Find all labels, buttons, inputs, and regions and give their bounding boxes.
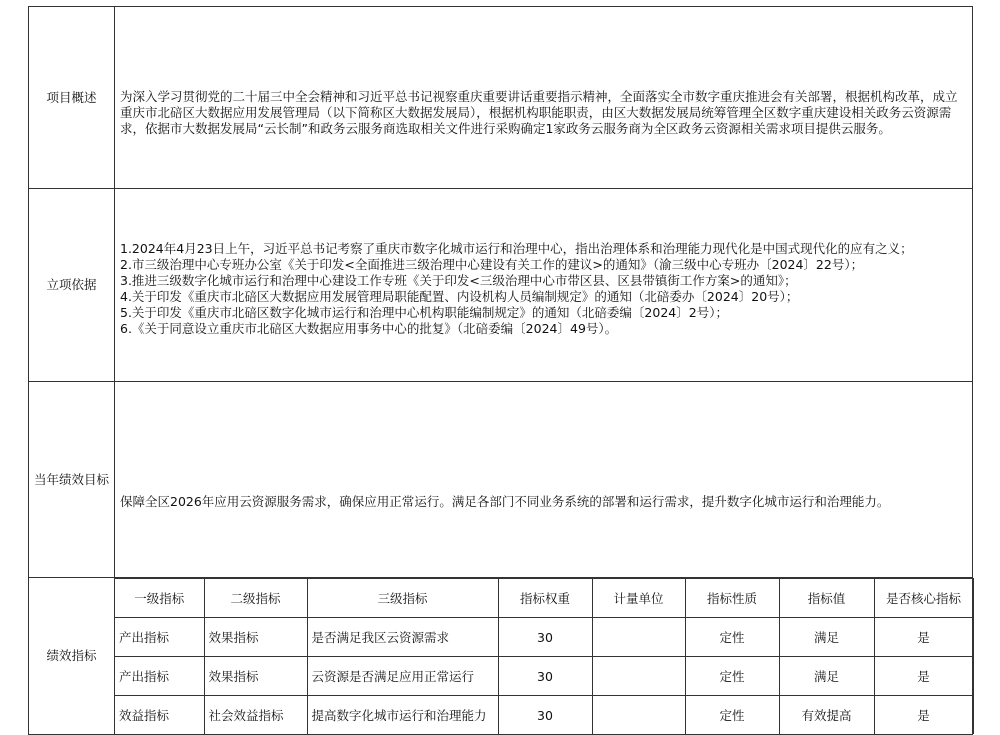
cell-value: 满足 xyxy=(779,657,874,696)
header-value: 指标值 xyxy=(779,579,874,618)
header-unit: 计量单位 xyxy=(592,579,685,618)
cell-weight: 30 xyxy=(498,696,592,735)
cell-core: 是 xyxy=(874,657,973,696)
basis-label: 立项依据 xyxy=(29,189,115,382)
table-row xyxy=(115,696,973,735)
cell-value: 有效提高 xyxy=(779,696,874,735)
basis-item-6: 6.《关于同意设立重庆市北碚区大数据应用事务中心的批复》（北碚委编〔2024〕49号）。 xyxy=(120,321,618,336)
basis-item-1: 1.2024年4月23日上午，习近平总书记考察了重庆市数字化城市运行和治理中心，指出治理体系和治理能力现代化是中国式现代化的应有之义； xyxy=(120,241,913,256)
cell-unit xyxy=(592,618,685,657)
performance-label: 绩效指标 xyxy=(29,578,115,735)
header-level2: 二级指标 xyxy=(204,579,307,618)
goal-text xyxy=(115,382,973,578)
goal-label: 当年绩效目标 xyxy=(29,382,115,578)
overview-text xyxy=(115,7,973,189)
performance-table-sheet xyxy=(28,6,972,723)
basis-item-4: 4.关于印发《重庆市北碚区大数据应用发展管理局职能配置、内设机构人员编制规定》的通知（北碚委办〔2024〕20号）； xyxy=(120,289,799,304)
cell-weight: 30 xyxy=(498,657,592,696)
goal-row xyxy=(29,382,973,578)
cell-level2: 效果指标 xyxy=(204,657,307,696)
cell-unit xyxy=(592,657,685,696)
cell-level3: 提高数字化城市运行和治理能力 xyxy=(307,696,498,735)
cell-level1: 产出指标 xyxy=(115,618,204,657)
cell-core: 是 xyxy=(874,696,973,735)
overview-label: 项目概述 xyxy=(29,7,115,189)
project-table xyxy=(28,6,973,735)
basis-list xyxy=(115,189,973,382)
cell-nature: 定性 xyxy=(685,696,779,735)
header-level1: 一级指标 xyxy=(115,579,204,618)
table-row xyxy=(115,618,973,657)
cell-level2: 社会效益指标 xyxy=(204,696,307,735)
cell-level2: 效果指标 xyxy=(204,618,307,657)
cell-level3: 是否满足我区云资源需求 xyxy=(307,618,498,657)
cell-level1: 产出指标 xyxy=(115,657,204,696)
cell-core: 是 xyxy=(874,618,973,657)
header-core: 是否核心指标 xyxy=(874,579,973,618)
header-nature: 指标性质 xyxy=(685,579,779,618)
header-weight: 指标权重 xyxy=(498,579,592,618)
cell-weight: 30 xyxy=(498,618,592,657)
performance-indicators xyxy=(115,578,973,735)
overview-paragraph: 为深入学习贯彻党的二十届三中全会精神和习近平总书记视察重庆重要讲话重要指示精神，全面落实全市数字重庆推进会有关部署，根据机构改革，成立重庆市北碚区大数据应用发展管理局（以下简称区大数据发展局），根据机构职能职责，由区大数据发展局统筹管理全区数字重庆建设相关政务云资源需求，依据市大数据发展局“云长制”和政务云服务商选取相关文件进行采购确定1家政务云服务商为全区政务云资源相关需求项目提供云服务。 xyxy=(120,88,958,136)
cell-unit xyxy=(592,696,685,735)
table-row xyxy=(115,657,973,696)
performance-row xyxy=(29,578,973,735)
basis-row xyxy=(29,189,973,382)
goal-paragraph: 保障全区2026年应用云资源服务需求，确保应用正常运行。满足各部门不同业务系统的部署和运行需求，提升数字化城市运行和治理能力。 xyxy=(120,493,890,509)
indicator-table xyxy=(115,578,974,734)
cell-nature: 定性 xyxy=(685,657,779,696)
basis-item-3: 3.推进三级数字化城市运行和治理中心建设工作专班《关于印发<三级治理中心市带区县、区县带镇街工作方案>的通知》； xyxy=(120,273,797,288)
basis-item-5: 5.关于印发《重庆市北碚区数字化城市运行和治理中心机构职能编制规定》的通知（北碚委编〔2024〕2号）； xyxy=(120,305,728,320)
cell-nature: 定性 xyxy=(685,618,779,657)
cell-value: 满足 xyxy=(779,618,874,657)
indicator-header-row xyxy=(115,579,973,618)
overview-row xyxy=(29,7,973,189)
cell-level3: 云资源是否满足应用正常运行 xyxy=(307,657,498,696)
cell-level1: 效益指标 xyxy=(115,696,204,735)
basis-item-2: 2.市三级治理中心专班办公室《关于印发<全面推进三级治理中心建设有关工作的建议>的通知》（渝三级中心专班办〔2024〕22号）； xyxy=(120,257,864,272)
header-level3: 三级指标 xyxy=(307,579,498,618)
